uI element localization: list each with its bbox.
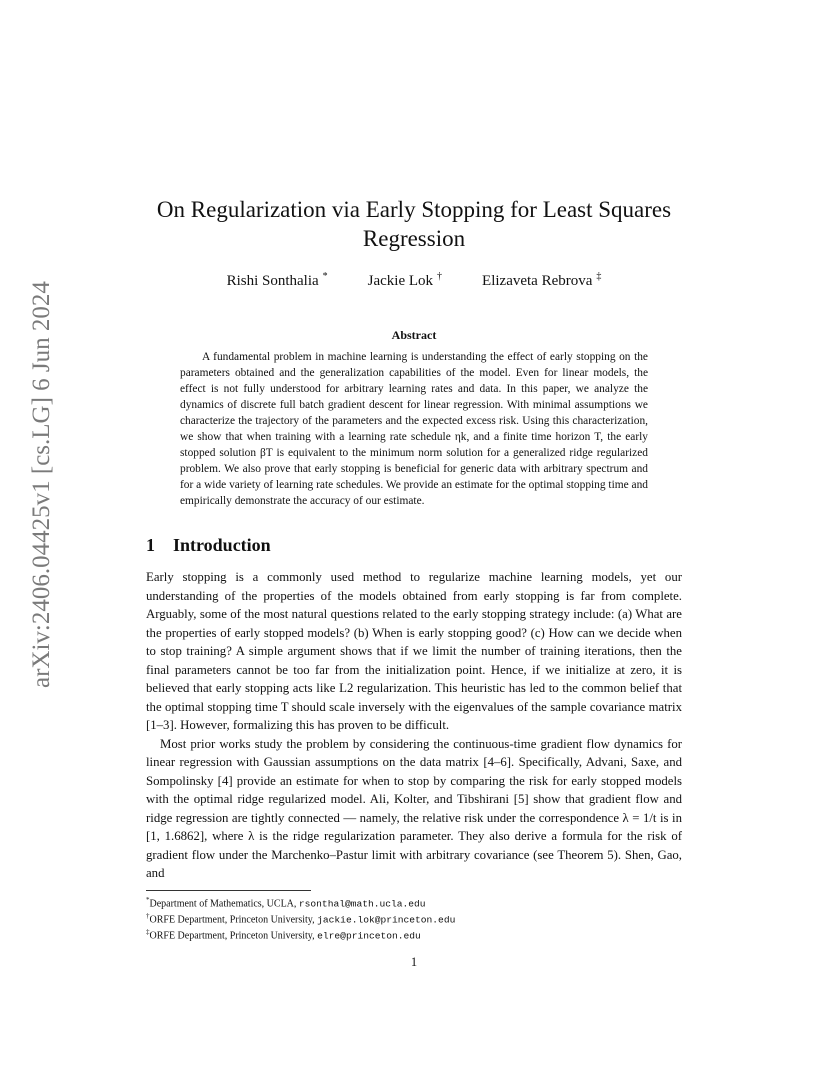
paper-title: On Regularization via Early Stopping for Least Squares Regression <box>156 197 672 251</box>
author: Rishi Sonthalia * <box>226 271 328 289</box>
section-number: 1 <box>146 535 155 555</box>
section-heading <box>146 535 682 556</box>
intro-paragraph: Most prior works study the problem by considering the continuous-time gradient flow dynamics for linear regression with Gaussian assumptions on the data matrix [4–6]. Specifically, Advani, Saxe, and Sompolinsky [4] provide an estimate for when to stop by comparing the risk for early stopped models with the optimal ridge regularized model. Ali, Kolter, and Tibshirani [5] show that gradient flow and ridge regression are tightly connected — namely, the relative risk under the correspondence λ = 1/t is in [1, 1.6862], where λ is the ridge regularization parameter. They also derive a formula for the risk of gradient flow under the Marchenko–Pastur limit with arbitrary covariance (see Theorem 5). Shen, Gao, and <box>146 736 682 880</box>
page-number: 1 <box>410 955 418 969</box>
email-link[interactable]: jackie.lok@princeton.edu <box>317 914 456 926</box>
author: Jackie Lok † <box>367 271 443 289</box>
footnote: †ORFE Department, Princeton University, jackie.lok@princeton.edu <box>146 911 456 926</box>
email-link[interactable]: elre@princeton.edu <box>317 930 421 942</box>
footnote: ‡ORFE Department, Princeton University, elre@princeton.edu <box>146 928 421 942</box>
email-link[interactable]: rsonthal@math.ucla.edu <box>298 897 426 909</box>
footnotes <box>146 894 682 943</box>
intro-paragraph: Early stopping is a commonly used method to regularize machine learning models, yet our understanding of the properties of the models obtained from early stopping is far from complete. Arguably, some of the most natural questions related to the early stopping strategy include: (a) What are the properties of early stopped models? (b) When is early stopping good? (c) How can we decide when to stop training? A simple argument shows that if we limit the number of training iterations, then the final parameters cannot be too far from the initialization point. Hence, if we initialize at zero, it is believed that early stopping acts like L2 regularization. This heuristic has led to the common belief that the optimal stopping time T should scale inversely with the eigenvalues of the sample covariance matrix [1–3]. However, formalizing this has proven to be difficult. <box>146 570 682 732</box>
author: Elizaveta Rebrova ‡ <box>482 271 602 289</box>
footnote: *Department of Mathematics, UCLA, rsonthal@math.ucla.edu <box>146 895 426 909</box>
arxiv-identifier-stamp: arXiv:2406.04425v1 [cs.LG] 6 Jun 2024 <box>28 281 55 689</box>
section-title: Introduction <box>173 535 271 555</box>
author-list <box>146 271 682 290</box>
paper-page <box>146 195 682 942</box>
abstract-heading: Abstract <box>391 328 437 342</box>
abstract-text: A fundamental problem in machine learning is understanding the effect of early stopping on the parameters obtained and the generalization capabilities of the model. Even for linear models, the effect is not fully understood for arbitrary learning rates and data. In this paper, we analyze the dynamics of discrete full batch gradient descent for linear regression. With minimal assumptions we characterize the trajectory of the parameters and the expected excess risk. Using this characterization, we show that when training with a learning rate schedule ηk, and a finite time horizon T, the early stopped solution βT is equivalent to the minimum norm solution for a generalized ridge regularized problem. We also prove that early stopping is beneficial for generic data with arbitrary spectrum and for a wide variety of learning rate schedules. We provide an estimate for the optimal stopping time and empirically demonstrate the accuracy of our estimate. <box>180 351 648 507</box>
